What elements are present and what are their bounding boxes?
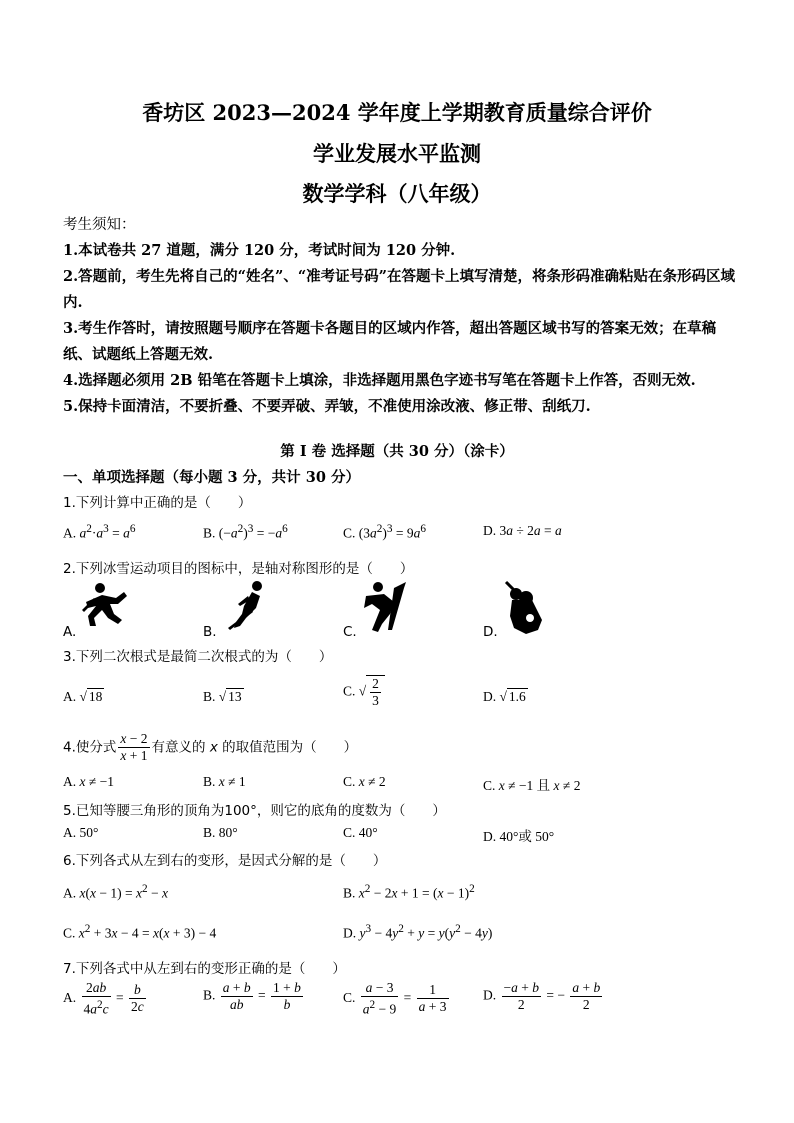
q1-option-d: D. 3a ÷ 2a = a bbox=[483, 523, 562, 538]
q7-option-d: D. $\frac{-a + b}{2}$ = − $\frac{a + b}{2}$ bbox=[483, 980, 601, 1012]
q6-option-d: D. $y^3 - 4y^2 + y = y(y^2 - 4y)$ bbox=[343, 923, 493, 941]
q4-option-a: A. x ≠ −1 bbox=[63, 774, 115, 789]
question-4: 4.使分式 $\frac{x - 2}{x + 1}$ 有意义的 x 的取值范围为（ ） bbox=[63, 731, 358, 763]
q5-option-b: B. 80° bbox=[203, 825, 238, 840]
q5-option-d: D. 40°或 50° bbox=[483, 829, 555, 844]
exam-title: 香坊区 2023—2024 学年度上学期教育质量综合评价 bbox=[142, 100, 652, 125]
speed-skating-icon bbox=[222, 580, 267, 630]
notice-heading: 考生须知： bbox=[63, 217, 136, 233]
q4-option-c: C. x ≠ 2 bbox=[343, 774, 386, 789]
notice-item-4: 4.选择题必须用 2B 铅笔在答题卡上填涂，非选择题用黑色字迹书写笔在答题卡上作答，否则无效. bbox=[63, 372, 696, 389]
q6-option-a: A. $x(x - 1) = x^2 - x$ bbox=[63, 883, 168, 901]
q3-option-b: B. √ 13 bbox=[203, 689, 242, 704]
q6-option-b: B. $x^2 - 2x + 1 = (x - 1)^2$ bbox=[343, 883, 475, 901]
q3-option-d: D. √ 1.6 bbox=[483, 689, 526, 704]
q7-option-b: B. $\frac{a + b}{ab}$ = $\frac{1 + b}{b}$ bbox=[203, 980, 301, 1012]
q7-option-a: A. $\frac{2ab}{4a^2c}$ = $\frac{b}{2c}$ bbox=[63, 980, 144, 1017]
notice-item-1: 1.本试卷共 27 道题，满分 120 分，考试时间为 120 分钟. bbox=[63, 242, 456, 259]
ski-jump-icon bbox=[358, 580, 408, 635]
q4-stem-c: 的取值范围为（ ） bbox=[222, 739, 358, 756]
subject-title: 数学学科（八年级） bbox=[302, 181, 492, 206]
notice-item-3: 3.考生作答时，请按照题号顺序在答题卡各题目的区域内作答，超出答题区域书写的答案无效；在草稿纸、试题纸上答题无效. bbox=[63, 320, 717, 363]
q4-stem-a: 4.使分式 bbox=[63, 739, 117, 756]
q1-option-c: C. $(3a^2)^3 = 9a^6$ bbox=[343, 523, 426, 541]
q3-option-c: C. √ $\frac{2}{3}$ bbox=[343, 675, 385, 709]
q2-label-c: C. bbox=[343, 624, 357, 640]
notice-item-5: 5.保持卡面清洁，不要折叠、不要弄破、弄皱，不准使用涂改液、修正带、刮纸刀. bbox=[63, 398, 591, 415]
exam-subtitle: 学业发展水平监测 bbox=[313, 141, 481, 166]
question-7: 7.下列各式中从左到右的变形正确的是（ ） bbox=[63, 961, 346, 977]
question-2: 2.下列冰雪运动项目的图标中，是轴对称图形的是（ ） bbox=[63, 561, 414, 577]
snowboard-icon bbox=[80, 580, 130, 630]
question-6: 6.下列各式从左到右的变形，是因式分解的是（ ） bbox=[63, 853, 387, 869]
q3-option-a: A. √ 18 bbox=[63, 689, 103, 704]
question-3: 3.下列二次根式是最简二次根式的为（ ） bbox=[63, 649, 333, 665]
q5-option-a: A. 50° bbox=[63, 825, 99, 840]
section1-title: 一、单项选择题（每小题 3 分，共计 30 分） bbox=[63, 469, 360, 486]
q4-option-b: B. x ≠ 1 bbox=[203, 774, 246, 789]
question-5: 5.已知等腰三角形的顶角为100°，则它的底角的度数为（ ） bbox=[63, 803, 446, 819]
q1-option-a: A. $a^2\cdot a^3 = a^6$ bbox=[63, 523, 136, 541]
q4-stem-b: 有意义的 bbox=[151, 739, 206, 756]
q2-label-a: A. bbox=[63, 624, 77, 640]
q6-option-c: C. $x^2 + 3x - 4 = x(x + 3) - 4$ bbox=[63, 923, 217, 941]
notice-block bbox=[63, 212, 738, 420]
part1-title: 第 I 卷 选择题（共 30 分）（涂卡） bbox=[280, 443, 514, 460]
q4-option-d: C. x ≠ −1 且 x ≠ 2 bbox=[483, 778, 581, 793]
q2-label-d: D. bbox=[483, 624, 498, 640]
q5-option-c: C. 40° bbox=[343, 825, 378, 840]
q2-label-b: B. bbox=[203, 624, 217, 640]
question-1: 1.下列计算中正确的是（ ） bbox=[63, 495, 252, 511]
notice-item-2: 2.答题前，考生先将自己的“姓名”、“准考证号码”在答题卡上填写清楚，将条形码准确粘贴在条形码区域内. bbox=[63, 268, 735, 311]
curling-icon bbox=[498, 580, 548, 635]
q7-option-c: C. $\frac{a - 3}{a^2 - 9}$ = $\frac{1}{a + 3}$ bbox=[343, 980, 447, 1017]
q1-option-b: B. $(-a^2)^3 = -a^6$ bbox=[203, 523, 288, 541]
